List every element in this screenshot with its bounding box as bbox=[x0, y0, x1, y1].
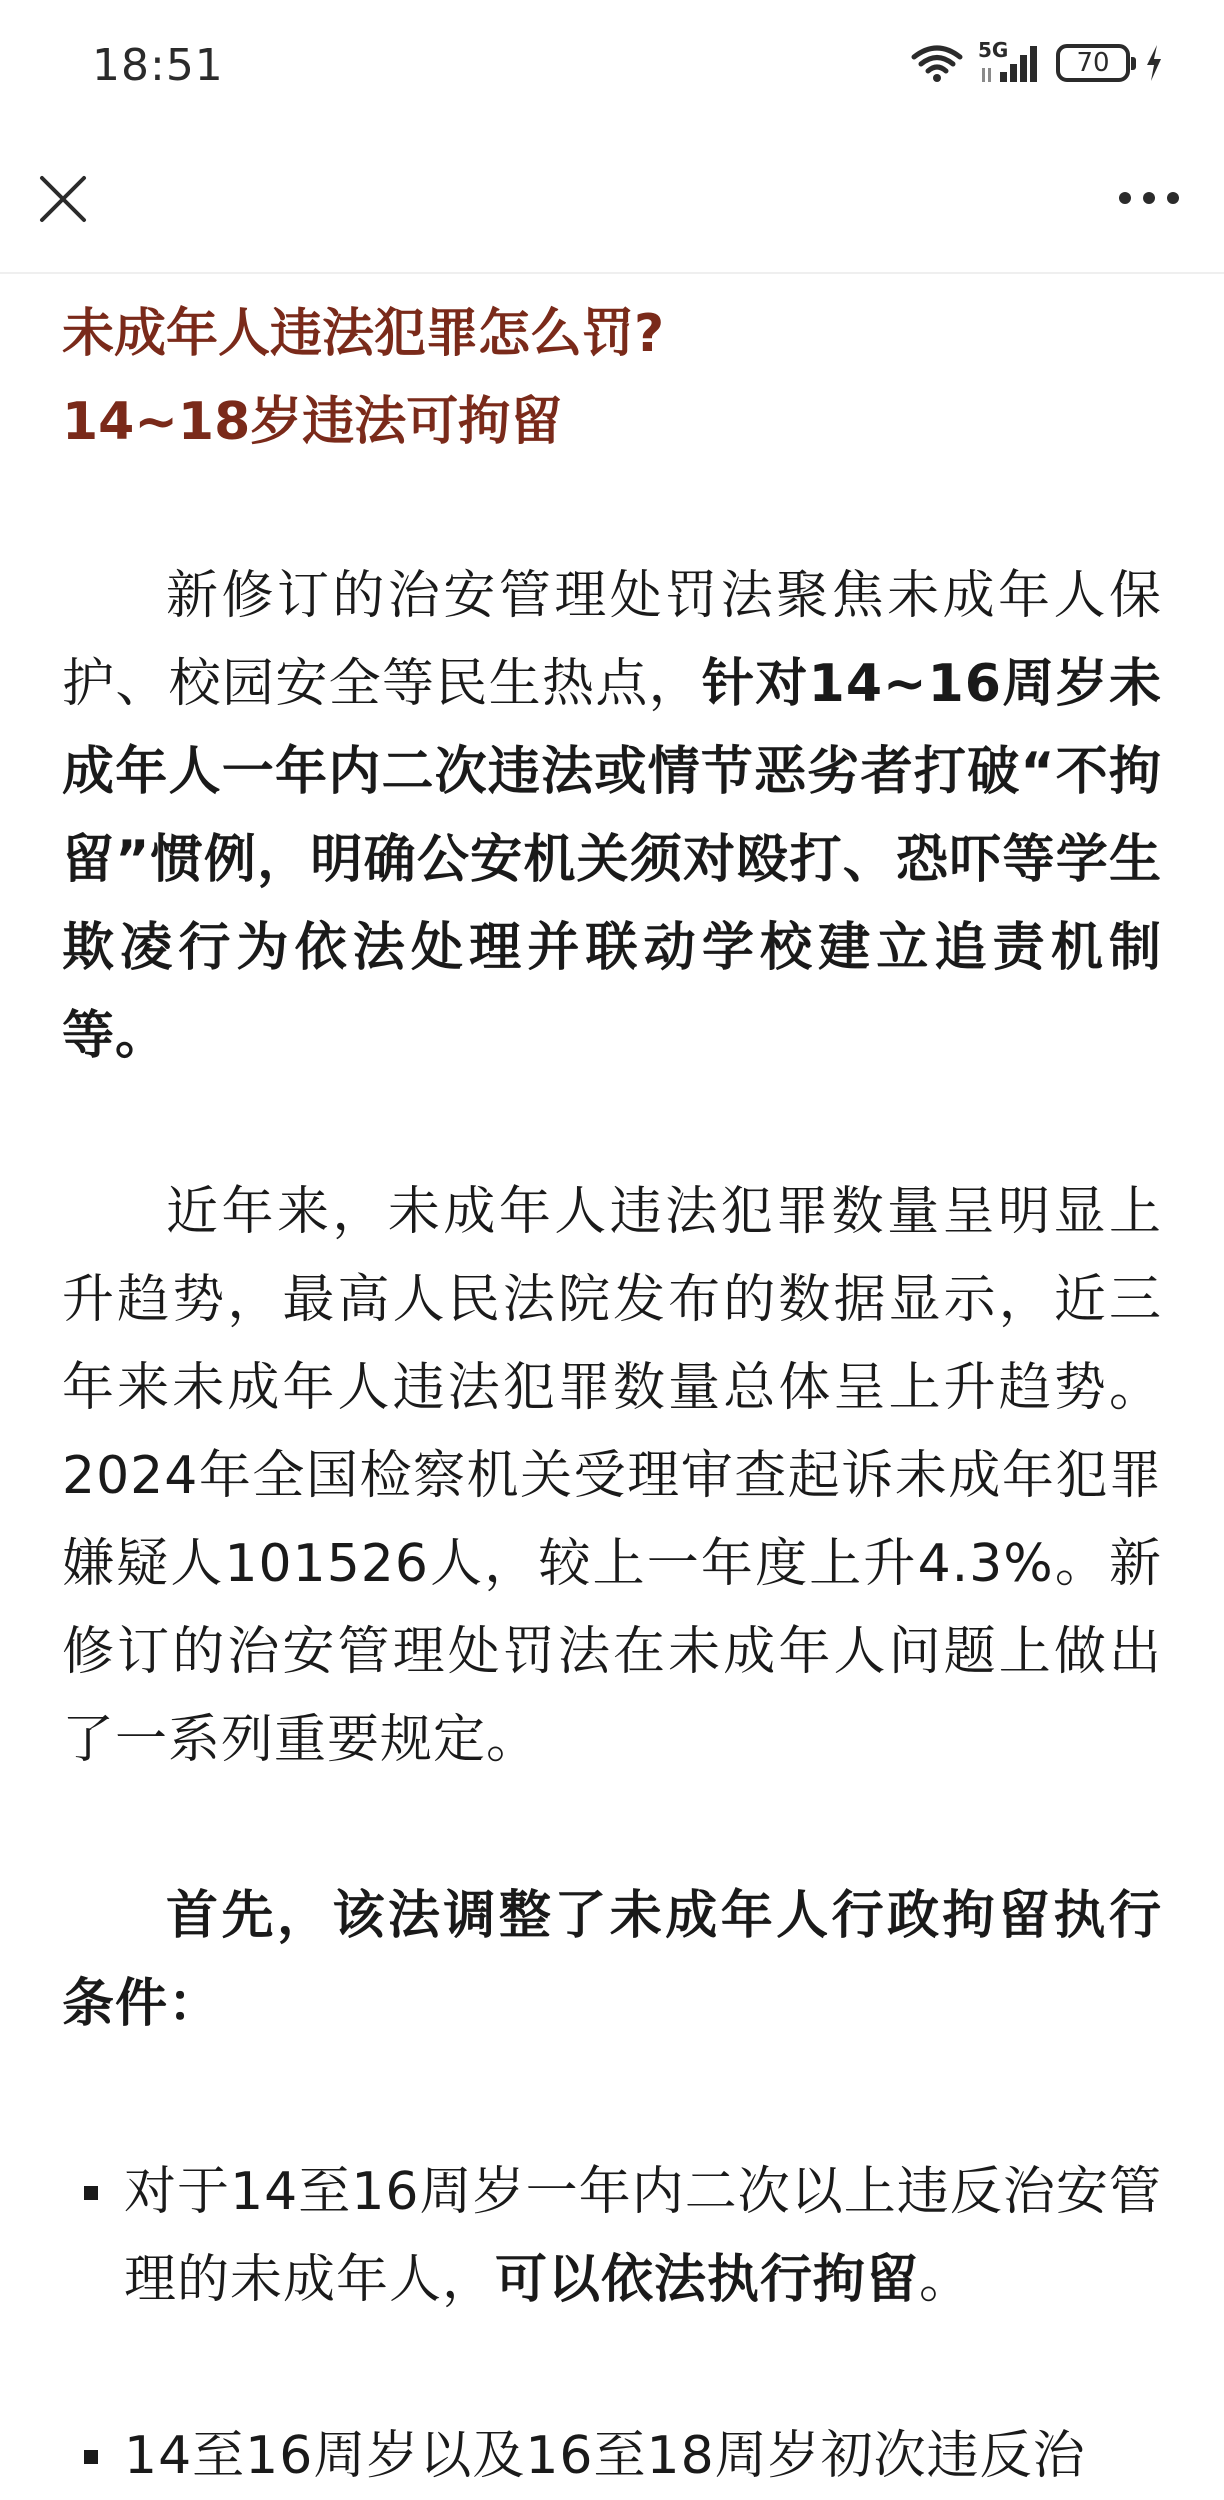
status-bar bbox=[0, 0, 1224, 140]
list-item-bold: 可以依法执行拘留 bbox=[495, 2250, 920, 2310]
list-item bbox=[62, 2412, 1162, 2500]
network-type: 5G bbox=[978, 38, 1009, 62]
status-icons bbox=[910, 38, 1164, 84]
list-item-end: 。 bbox=[919, 2250, 973, 2310]
battery-indicator bbox=[1056, 44, 1130, 82]
paragraph-intro-bold: 针对14~16周岁未成年人一年内二次违法或情节恶劣者打破“不拘留”惯例，明确公安机关须对殴打、恐吓等学生欺凌行为依法处理并联动学校建立追责机制等。 bbox=[62, 654, 1162, 1066]
rules-list bbox=[62, 2148, 1162, 2500]
paragraph-section-heading: 首先，该法调整了未成年人行政拘留执行条件： bbox=[62, 1886, 1162, 2034]
battery-level: 70 bbox=[1076, 48, 1110, 78]
top-toolbar bbox=[0, 140, 1224, 274]
article-content bbox=[62, 274, 1162, 2500]
article-title-line2: 14~18岁违法可拘留 bbox=[62, 392, 563, 452]
list-item bbox=[62, 2148, 1162, 2324]
more-icon[interactable] bbox=[1114, 178, 1184, 218]
paragraph-statistics: 近年来，未成年人违法犯罪数量呈明显上升趋势，最高人民法院发布的数据显示，近三年来未成年人违法犯罪数量总体呈上升趋势。2024年全国检察机关受理审查起诉未成年犯罪嫌疑人101526人，较上一年度上升4.3%。新修订的治安管理处罚法在未成年人问题上做出了一系列重要规定。 bbox=[62, 1182, 1162, 1770]
status-time: 18:51 bbox=[92, 40, 224, 91]
list-item-normal: 对于14至16周岁一年内二次以上违反治安管理的未成年人， bbox=[124, 2162, 1162, 2310]
article-title-line1: 未成年人违法犯罪怎么罚? bbox=[62, 304, 665, 364]
charging-icon bbox=[1144, 43, 1164, 83]
bullet-icon bbox=[84, 2450, 98, 2464]
article-title bbox=[62, 290, 1162, 466]
close-icon[interactable] bbox=[34, 170, 92, 228]
signal-icon bbox=[978, 38, 1042, 84]
paragraph-intro-normal: 新修订的治安管理处罚法聚焦未成年人保护、校园安全等民生热点， bbox=[62, 566, 1162, 714]
wifi-icon bbox=[910, 43, 964, 83]
bullet-icon bbox=[84, 2186, 98, 2200]
paragraph-intro bbox=[62, 552, 1162, 1080]
list-item-partial: 14至16周岁以及16至18周岁初次违反治 bbox=[124, 2426, 1086, 2486]
